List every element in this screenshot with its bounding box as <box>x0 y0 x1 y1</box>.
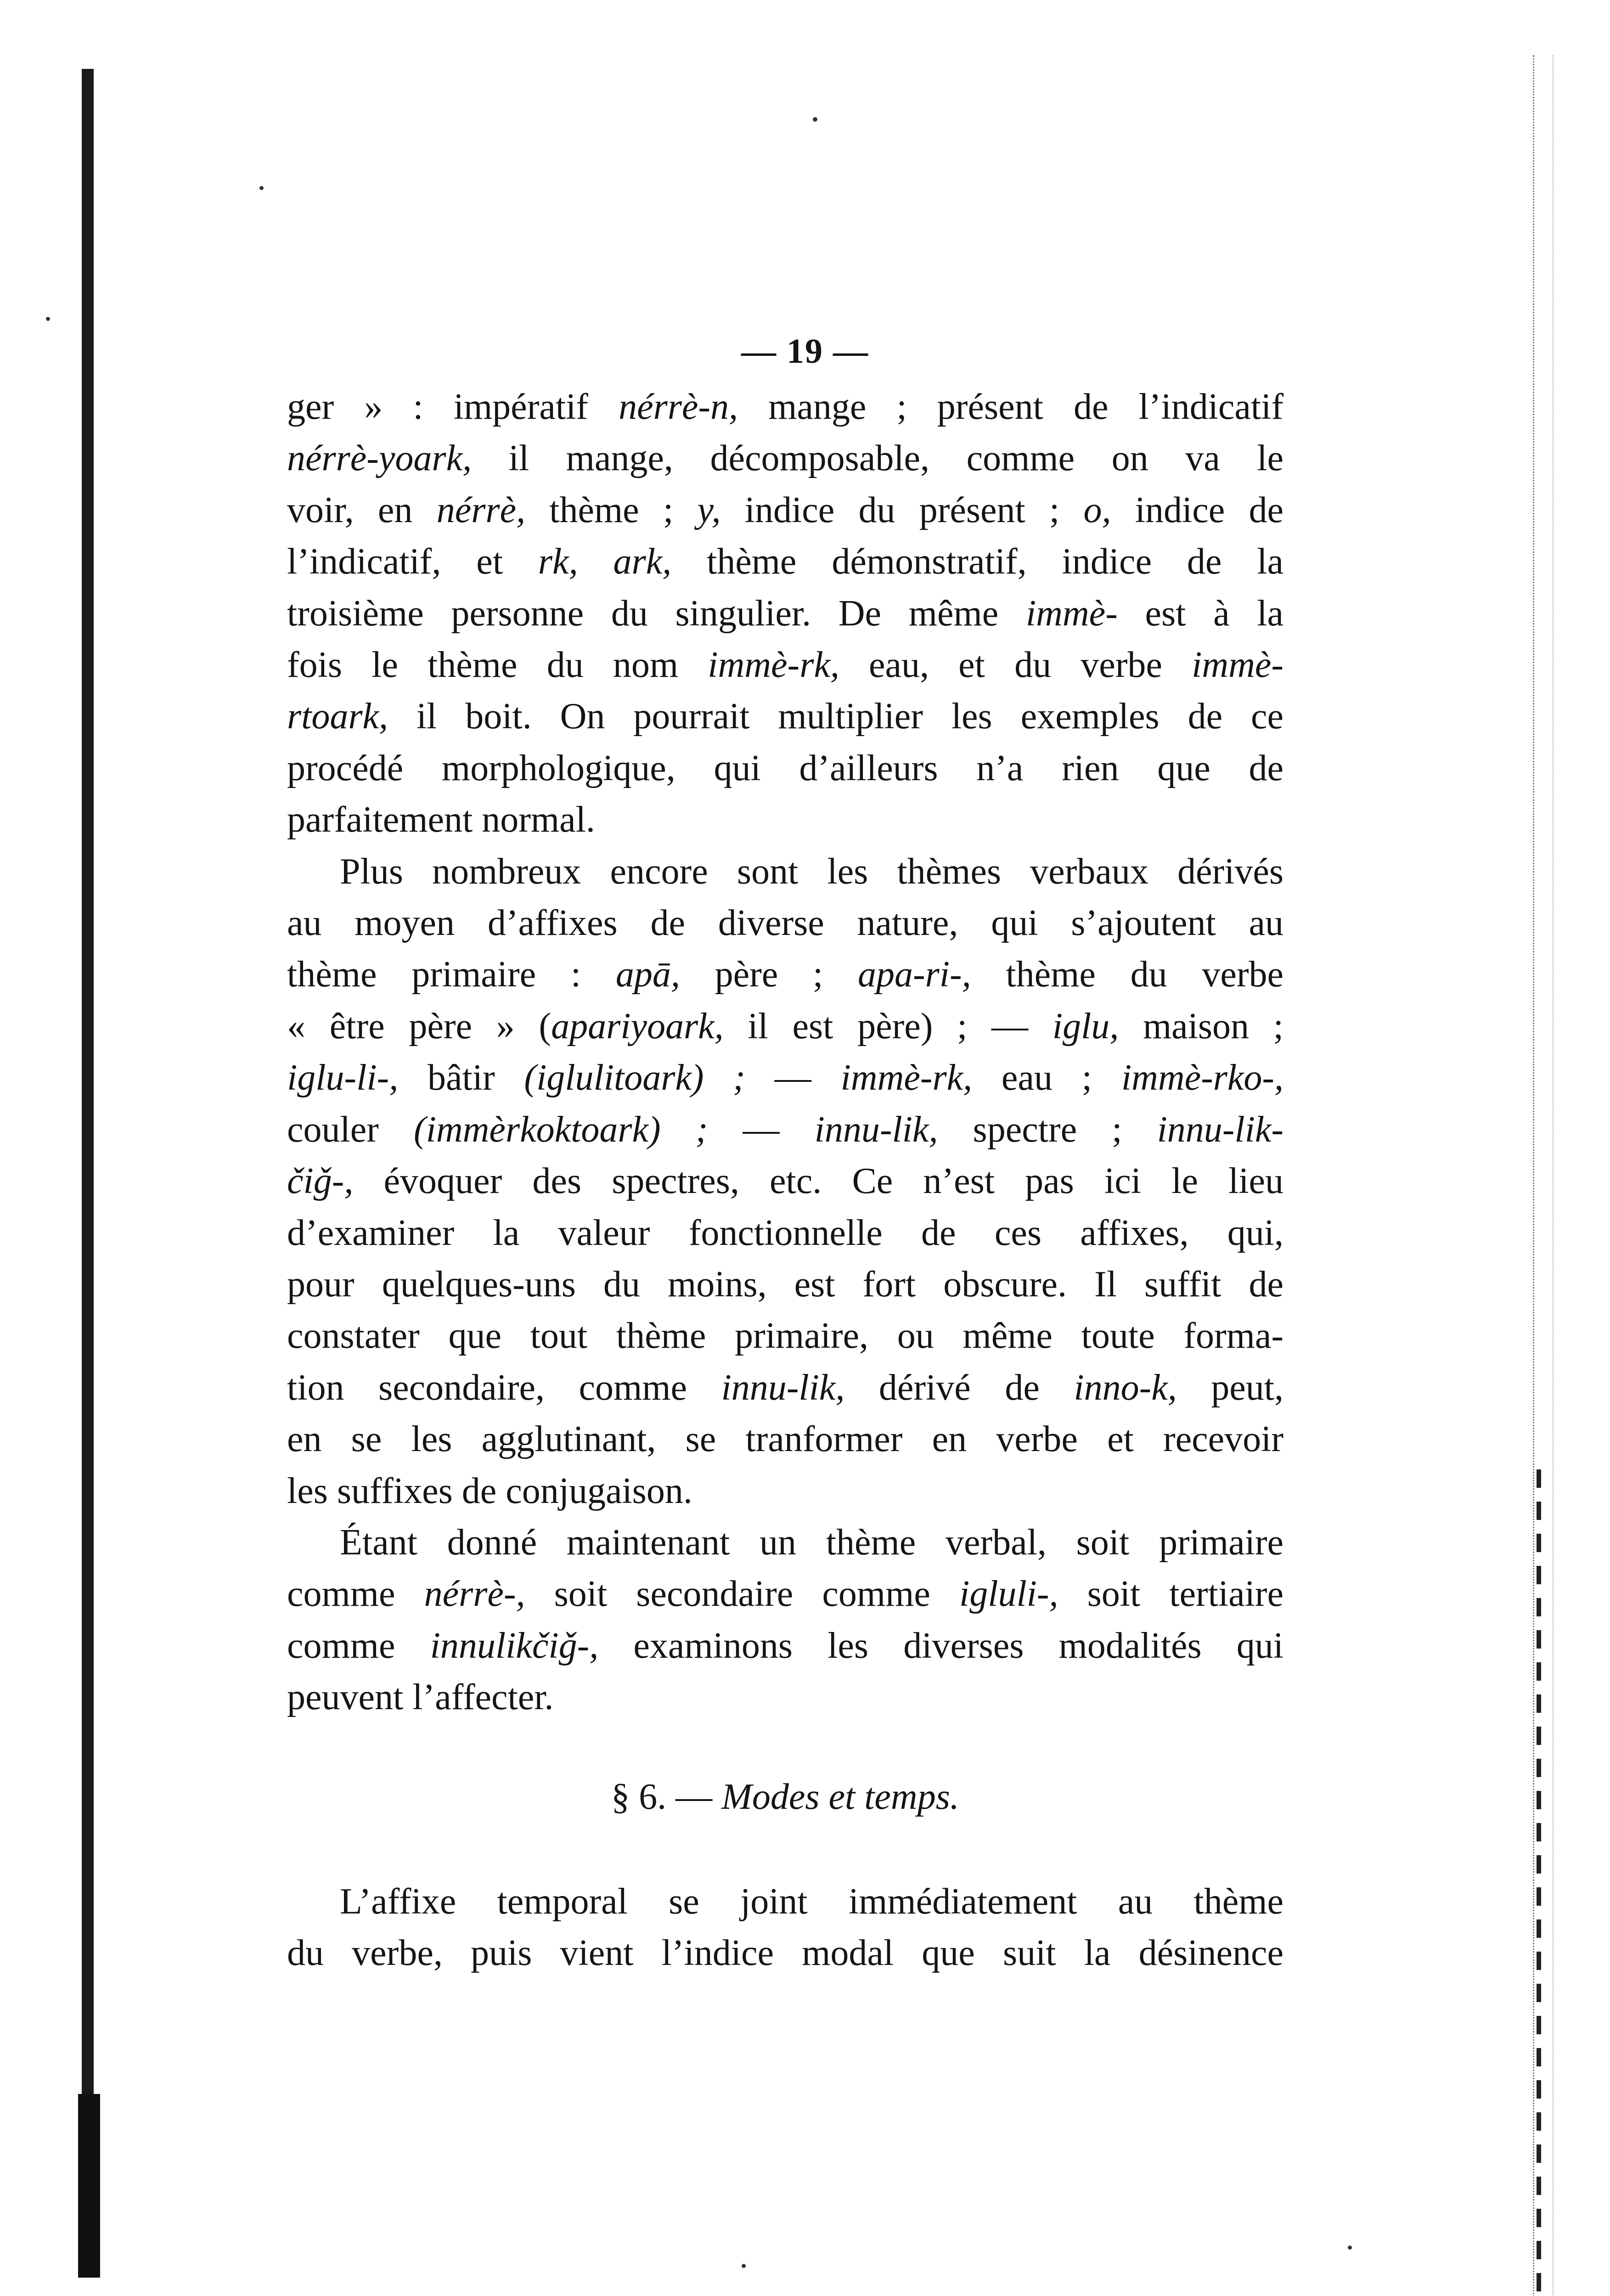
term: iglu, <box>1052 1006 1119 1047</box>
term: inno-k, <box>1074 1367 1177 1408</box>
term: (immèrkoktoark) ; <box>414 1109 708 1150</box>
book-spine-shadow <box>82 69 94 2278</box>
term: apariyoark, <box>551 1006 724 1047</box>
page-number: — 19 — <box>741 332 869 371</box>
text-line: parfaitement normal. <box>287 799 595 840</box>
text-line: couler (immèrkoktoark) ; — innu-lik, spectre ; innu-lik- <box>287 1109 1284 1150</box>
text-line: fois le thème du nom immè-rk, eau, et du verbe immè- <box>287 645 1283 686</box>
text-line: du verbe, puis vient l’indice modal que suit la désinence <box>287 1933 1283 1974</box>
term: apa-ri-, <box>858 954 971 995</box>
book-spine-foot <box>78 2094 100 2278</box>
speck <box>742 2264 746 2268</box>
term: innu-lik, <box>721 1367 845 1408</box>
text-line: voir, en nérrè, thème ; y, indice du présent ; o, indice de <box>287 490 1283 530</box>
term: immè-rk, <box>708 645 839 686</box>
term: igluli-, <box>959 1574 1058 1615</box>
term: y, <box>697 490 721 530</box>
speck <box>813 117 817 122</box>
term: immè-rko-, <box>1121 1058 1284 1098</box>
paragraph <box>287 1517 1283 1723</box>
page-edge-marks <box>1537 1469 1541 2296</box>
text-line: čiǧ-, évoquer des spectres, etc. Ce n’est pas ici le lieu <box>287 1161 1283 1202</box>
text-line: tion secondaire, comme innu-lik, dérivé de inno-k, peut, <box>287 1367 1283 1408</box>
text-line: comme innulikčiǧ-, examinons les diverses modalités qui <box>287 1625 1284 1666</box>
section-number: § 6. — <box>611 1776 713 1817</box>
term: nérrè, <box>436 490 525 530</box>
text-line: l’indicatif, et rk, ark, thème démonstratif, indice de la <box>287 541 1284 582</box>
text-line: thème primaire : apā, père ; apa-ri-, thème du verbe <box>287 954 1284 995</box>
text-line: les suffixes de conjugaison. <box>287 1470 692 1511</box>
speck <box>1348 2245 1352 2250</box>
term: nérrè-n, <box>619 387 738 427</box>
term: čiǧ-, <box>287 1161 354 1202</box>
term: innu-lik- <box>1157 1109 1284 1150</box>
text-line: procédé morphologique, qui d’ailleurs n’a rien que de <box>287 748 1283 788</box>
text-line: Plus nombreux encore sont les thèmes verbaux dérivés <box>340 851 1283 892</box>
term: immè- <box>1025 593 1118 634</box>
text-line: peuvent l’affecter. <box>287 1677 554 1718</box>
text-line: troisième personne du singulier. De même immè- est à la <box>287 593 1283 634</box>
text-line: en se les agglutinant, se tranformer en verbe et recevoir <box>287 1419 1283 1460</box>
text-line: Étant donné maintenant un thème verbal, soit primaire <box>340 1522 1283 1563</box>
term: apā, <box>615 954 680 995</box>
text-line: d’examiner la valeur fonctionnelle de ces affixes, qui, <box>287 1212 1283 1253</box>
paragraph <box>287 381 1283 846</box>
term: rtoark, <box>287 696 388 737</box>
term: rk, ark, <box>538 541 672 582</box>
term: nérrè-, <box>424 1574 525 1615</box>
text-line: L’affixe temporal se joint immédiatement au thème <box>340 1881 1283 1922</box>
paragraph <box>287 846 1283 1517</box>
text-line: ger » : impératif nérrè-n, mange ; présent de l’indicatif <box>287 387 1284 427</box>
section-title: Modes et temps. <box>721 1776 959 1817</box>
term: immè- <box>1192 645 1283 686</box>
text-line: pour quelques-uns du moins, est fort obscure. Il suffit de <box>287 1264 1283 1305</box>
text-line: au moyen d’affixes de diverse nature, qui s’ajoutent au <box>287 903 1283 944</box>
term: iglu-li-, <box>287 1058 399 1098</box>
page-edge-dots <box>1533 55 1554 2296</box>
term: nérrè-yoark, <box>287 438 472 479</box>
section-heading <box>287 1771 1283 1823</box>
term: immè-rk, <box>840 1058 973 1098</box>
speck <box>259 186 264 190</box>
text-line: « être père » (apariyoark, il est père) ; — iglu, maison ; <box>287 1006 1283 1047</box>
paragraph <box>287 1876 1283 1979</box>
text-line: rtoark, il boit. On pourrait multiplier les exemples de ce <box>287 696 1283 737</box>
term: o, <box>1083 490 1111 530</box>
term: (iglulitoark) ; <box>524 1058 745 1098</box>
text-line: iglu-li-, bâtir (iglulitoark) ; — immè-rk, eau ; immè-rko-, <box>287 1058 1284 1098</box>
term: innulikčiǧ-, <box>430 1625 599 1666</box>
text-line: nérrè-yoark, il mange, décomposable, comme on va le <box>287 438 1283 479</box>
speck <box>46 317 50 321</box>
text-line: comme nérrè-, soit secondaire comme igluli-, soit tertiaire <box>287 1574 1284 1615</box>
body-text <box>287 381 1283 1979</box>
text-line: constater que tout thème primaire, ou même toute forma- <box>287 1316 1283 1356</box>
term: innu-lik, <box>814 1109 938 1150</box>
